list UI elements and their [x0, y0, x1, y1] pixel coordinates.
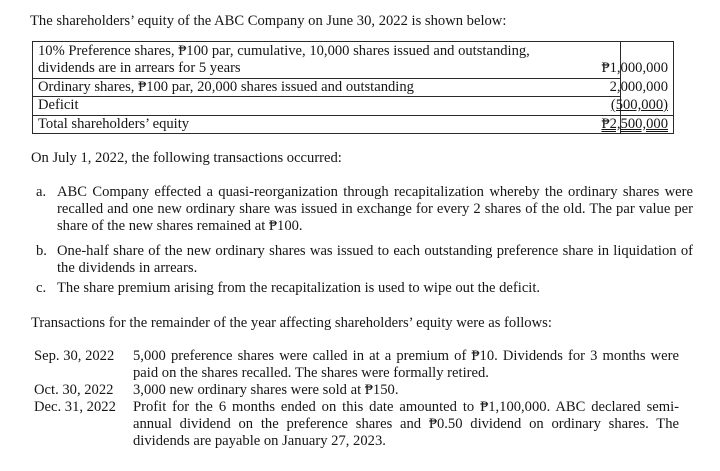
table-row-total-label: Total shareholders’ equity	[38, 116, 190, 132]
table-row-deficit-label: Deficit	[38, 97, 79, 113]
remainder-heading: Transactions for the remainder of the year affecting shareholders’ equity were as follows:	[31, 315, 552, 331]
table-row-preference-label	[38, 43, 598, 77]
transaction-date: Dec. 31, 2022	[34, 399, 116, 415]
table-amount-ordinary: 2,000,000	[609, 79, 668, 95]
july-heading: On July 1, 2022, the following transactions occurred:	[31, 150, 342, 166]
table-amount-preference: ₱1,000,000	[601, 60, 668, 76]
transaction-date: Oct. 30, 2022	[34, 382, 114, 398]
table-amount-total: ₱2,500,000	[601, 116, 668, 132]
intro-text: The shareholders’ equity of the ABC Company on June 30, 2022 is shown below:	[30, 13, 507, 29]
table-cell-text: dividends are in arrears for 5 years	[38, 60, 241, 76]
transaction-text: Profit for the 6 months ended on this date amounted to ₱1,100,000. ABC declared semi-annual dividend on the preference shares and ₱0.50 dividend on ordinary shares. The dividends are payable on January 27, 2023.	[133, 399, 679, 449]
transaction-text: 5,000 preference shares were called in at a premium of ₱10. Dividends for 3 months were paid on the shares recalled. The shares were formally retired.	[133, 348, 679, 381]
table-row-ordinary-label: Ordinary shares, ₱100 par, 20,000 shares issued and outstanding	[38, 79, 414, 95]
list-item-marker: a.	[36, 184, 47, 200]
equity-table	[32, 41, 674, 134]
transaction-text: 3,000 new ordinary shares were sold at ₱150.	[133, 382, 399, 398]
list-item-marker: c.	[36, 280, 47, 296]
table-cell-text: 10% Preference shares, ₱100 par, cumulative, 10,000 shares issued and outstanding,	[38, 43, 530, 59]
list-item-marker: b.	[36, 243, 47, 259]
list-item-text: One-half share of the new ordinary shares was issued to each outstanding preference share in liquidation of the dividends in arrears.	[57, 243, 693, 276]
list-item-text: ABC Company effected a quasi-reorganization through recapitalization whereby the ordinary shares were recalled and one new ordinary share was issued in exchange for every 2 shares of the old. The par value per share of the new shares remained at ₱100.	[57, 184, 693, 234]
table-amount-deficit: (500,000)	[610, 97, 668, 113]
list-item-text: The share premium arising from the recapitalization is used to wipe out the deficit.	[57, 280, 541, 296]
transaction-date: Sep. 30, 2022	[34, 348, 115, 364]
